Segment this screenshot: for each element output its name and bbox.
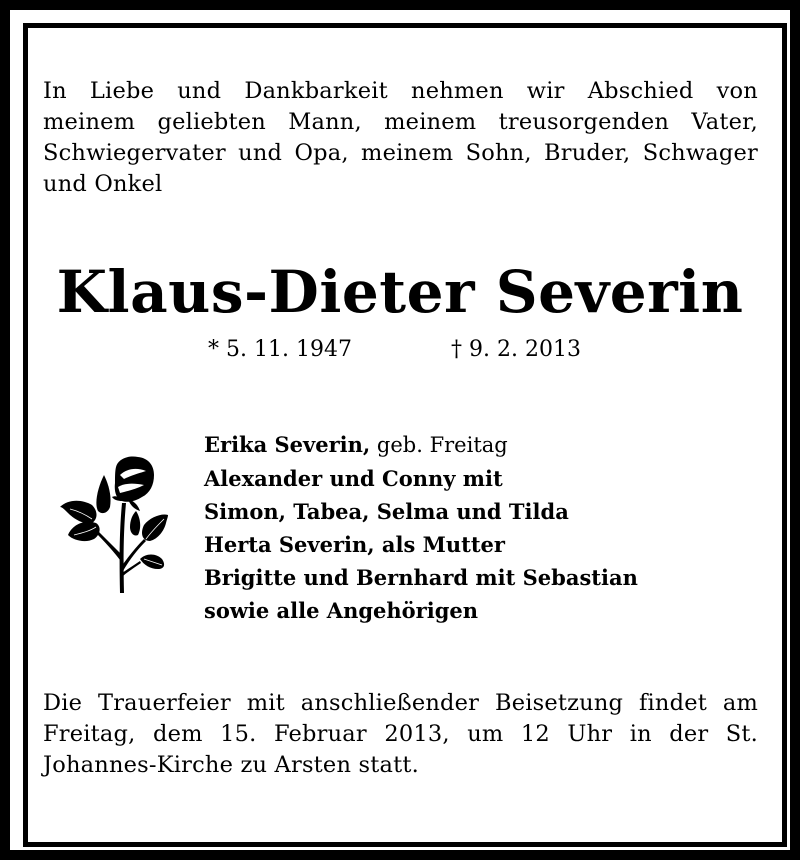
family-line: sowie alle Angehörigen — [204, 598, 479, 623]
service-paragraph — [43, 688, 758, 781]
family-line-spouse — [204, 428, 638, 462]
spouse-name: Erika Severin, — [204, 432, 371, 457]
family-line: Herta Severin, als Mutter — [204, 532, 505, 557]
intro-line: Schwiegervater und Opa, meinem Sohn, Bruder, Schwager — [43, 140, 758, 166]
death-date: † 9. 2. 2013 — [451, 337, 581, 362]
intro-line: meinem geliebten Mann, meinem treusorgenden Vater, — [43, 109, 758, 135]
intro-line: In Liebe und Dankbarkeit nehmen wir Abschied von — [43, 78, 758, 104]
service-line: Die Trauerfeier mit anschließender Beisetzung findet am — [43, 690, 758, 716]
family-line: Simon, Tabea, Selma und Tilda — [204, 499, 569, 524]
deceased-name: Klaus-Dieter Severin — [56, 258, 744, 326]
family-list — [204, 428, 638, 627]
service-line: Freitag, dem 15. Februar 2013, um 12 Uhr in der St. — [43, 721, 758, 747]
birth-date: * 5. 11. 1947 — [208, 337, 352, 362]
rose-icon — [58, 455, 168, 595]
service-line: Johannes-Kirche zu Arsten statt. — [43, 752, 419, 778]
intro-paragraph — [43, 76, 758, 200]
intro-line: und Onkel — [43, 171, 163, 197]
family-line: Brigitte und Bernhard mit Sebastian — [204, 565, 638, 590]
family-line: Alexander und Conny mit — [204, 466, 503, 491]
spouse-maiden-name: geb. Freitag — [370, 433, 508, 457]
